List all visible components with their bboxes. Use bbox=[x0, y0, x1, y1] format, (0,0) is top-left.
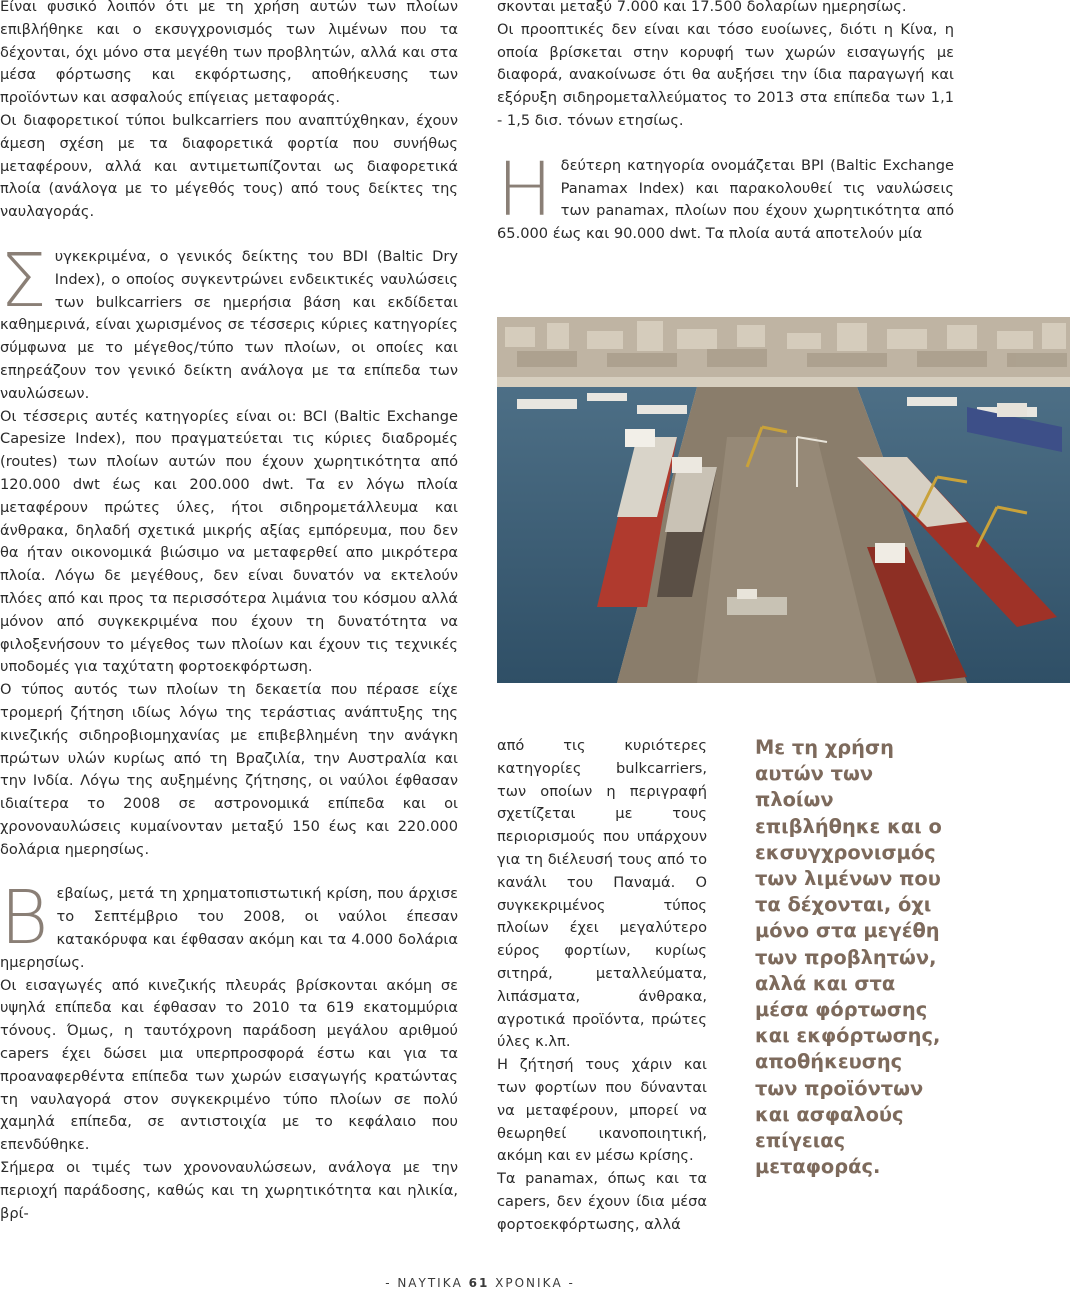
footer-magazine-left: - ΝΑΥΤΙΚΑ bbox=[385, 1276, 463, 1290]
paragraph-with-dropcap bbox=[0, 875, 458, 974]
pull-quote: Με τη χρήση αυτών των πλοίων επιβλήθηκε και ο εκσυγχρονισμός των λιμένων που τα δέχονται, όχι μόνο στα μεγέθη των προβλητών, αλλά και στα μέσα φόρτωσης και εκφόρτωσης, αποθήκευσης των προϊόντων και ασφαλούς επίγειας μεταφοράς. bbox=[755, 736, 942, 1179]
paragraph: Τα panamax, όπως και τα capers, δεν έχουν ίδια μέσα φορτοεκφόρτωσης, αλλά bbox=[497, 1170, 707, 1233]
paragraph: Οι διαφορετικοί τύποι bulkcarriers που αναπτύχθηκαν, έχουν άμεση σχέση με τα διαφορετικά φορτία που συνήθως μεταφέρουν, αλλά και αντιμετωπίζονται ως διαφορετικά πλοία (ανάλογα με το μέγεθός τους) από τους δείκτες της ναυλαγοράς. bbox=[0, 111, 458, 221]
footer-magazine-right: ΧΡΟΝΙΚΑ - bbox=[495, 1276, 575, 1290]
paragraph-text: εβαίως, μετά τη χρηματοπιστωτική κρίση, που άρχισε το Σεπτέμβριο του 2008, οι ναύλοι έπεσαν κατακόρυφα και έφθασαν ακόμη και τα 4.000 δολάρια ημερησίως. bbox=[0, 885, 458, 971]
paragraph: σκονται μεταξύ 7.000 και 17.500 δολαρίων ημερησίως. bbox=[497, 0, 907, 15]
paragraph: Η ζήτησή τους χάριν και των φορτίων που δύνανται να μεταφέρουν, μπορεί να θεωρηθεί ικανοποιητική, ακόμη και εν μέσω κρίσης. bbox=[497, 1056, 707, 1165]
middle-bottom-column bbox=[497, 735, 707, 1237]
right-top-column bbox=[497, 0, 954, 246]
paragraph: Σήμερα οι τιμές των χρονοναυλώσεων, ανάλογα με την περιοχή παράδοσης, καθώς και τη χωρητικότητα και ηλικία, βρί- bbox=[0, 1159, 458, 1222]
drop-cap: Σ bbox=[0, 237, 47, 324]
page-footer bbox=[0, 1276, 960, 1290]
left-column bbox=[0, 0, 458, 1225]
paragraph-with-dropcap bbox=[0, 237, 458, 406]
paragraph-with-dropcap bbox=[497, 146, 954, 246]
paragraph: Οι προοπτικές δεν είναι και τόσο ευοίωνες, διότι η Κίνα, η οποία βρίσκεται στην κορυφή των χωρών εισαγωγής με διαφορά, ανακοίνωσε ότι θα αυξήσει την ίδια παραγωγή και εξόρυξη σιδηρομεταλλεύματος το 2013 στα επίπεδα των 1,1 - 1,5 δισ. τόνων ετησίως. bbox=[497, 20, 954, 129]
paragraph: από τις κυριότερες κατηγορίες bulkcarriers, των οποίων η περιγραφή σχετίζεται με τους περιορισμούς που υπάρχουν για τη διέλευσή τους από το κανάλι του Παναμά. Ο συγκεκριμένος τύπος πλοίων έχει μεγαλύτερο εύρος φορτίων, κυρίως σιτηρά, μεταλλεύματα, λιπάσματα, άνθρακα, αγροτικά προϊόντα, πρώτες ύλες κ.λπ. bbox=[497, 737, 707, 1051]
paragraph-text: δεύτερη κατηγορία ονομάζεται BPI (Baltic Exchange Panamax Index) και παρακολουθεί τις ναυλώσεις των panamax, πλοίων που έχουν χωρητικότητα από 65.000 έως και 90.000 dwt. Τα πλοία αυτά αποτελούν μία bbox=[497, 156, 954, 243]
paragraph: Είναι φυσικό λοιπόν ότι με τη χρήση αυτών των πλοίων επιβλήθηκε και ο εκσυγχρονισμός των λιμένων που τα δέχονται, όχι μόνο στα μεγέθη των προβλητών, αλλά και στα μέσα φόρτωσης και εκφόρτωσης, αποθήκευσης των προϊόντων και ασφαλούς επίγειας μεταφοράς. bbox=[0, 0, 458, 107]
drop-cap: Η bbox=[497, 146, 553, 233]
paragraph: Ο τύπος αυτός των πλοίων τη δεκαετία που πέρασε είχε τρομερή ζήτηση ιδίως λόγω της τεράστιας ανάπτυξης της κινεζικής σιδηροβιομηχανίας με επιβεβλημένη την ανάγκη πρώτων υλών κυρίως από τη Βραζιλία, την Αυστραλία και την Ινδία. Λόγω της αυξημένης ζήτησης, οι ναύλοι έφθασαν ιδιαίτερα το 2008 σε αστρονομικά επίπεδα και οι χρονοναυλώσεις κυμαίνονταν μεταξύ 150 έως και 220.000 δολάρια ημερησίως. bbox=[0, 681, 458, 858]
paragraph: Οι εισαγωγές από κινεζικής πλευράς βρίσκονται ακόμη σε υψηλά επίπεδα και έφθασαν το 2010 τα 619 εκατομμύρια τόνους. Όμως, η ταυτόχρονη παράδοση μεγάλου αριθμού capers έχει δώσει μια υπερπροσφορά έστω και για τα προαναφερθέντα επίπεδα των χωρών εισαγωγής κρατώντας τη ναυλαγορά στον συγκεκριμένο τύπο πλοίων σε πολύ χαμηλά επίπεδα, σε αντιστοιχία με το κεφάλαιο που επενδύθηκε. bbox=[0, 976, 458, 1154]
shipyard-photo bbox=[497, 317, 1070, 683]
paragraph-text: υγκεκριμένα, ο γενικός δείκτης του BDI (Baltic Dry Index), ο οποίος συγκεντρώνει ενδεικτικές ναυλώσεις των bulkcarriers σε ημερήσια βάση και εκδίδεται καθημερινά, είναι χωρισμένος σε τέσσερις κύριες κατηγορίες σύμφωνα με το μέγεθος/τύπο των πλοίων, οι οποίες και επηρεάζουν τον γενικό δείκτη ανάλογα με τα επίπεδα των ναυλώσεων. bbox=[0, 247, 458, 402]
paragraph: Οι τέσσερις αυτές κατηγορίες είναι οι: BCI (Baltic Exchange Capesize Index), που πραγματεύεται τις κύριες διαδρομές (routes) των πλοίων αυτών που έχουν χωρητικότητα από 120.000 dwt έως και 200.000 dwt. Τα εν λόγω πλοία μεταφέρουν πρώτες ύλες, ήτοι σιδηρομετάλλευμα και άνθρακα, δηλαδή σχετικά μικρής αξίας εμπόρευμα, που δεν θα ήταν οικονομικά βιώσιμο να μεταφερθεί απο μικρότερα πλοία. Λόγω δε μεγέθους, δεν είναι δυνατόν να εκτελούν πλόες από και προς τα περισσότερα λιμάνια του κόσμου αλλά μόνον από συγκεκριμένα που έχουν τη δυνατότητα να φιλοξενήσουν το μέγεθος των πλοίων και έχουν τις τεχνικές υποδομές για ταχύτατη φορτοεκφόρτωση. bbox=[0, 407, 458, 676]
page-number: 61 bbox=[468, 1276, 490, 1290]
drop-cap: Β bbox=[0, 875, 49, 962]
